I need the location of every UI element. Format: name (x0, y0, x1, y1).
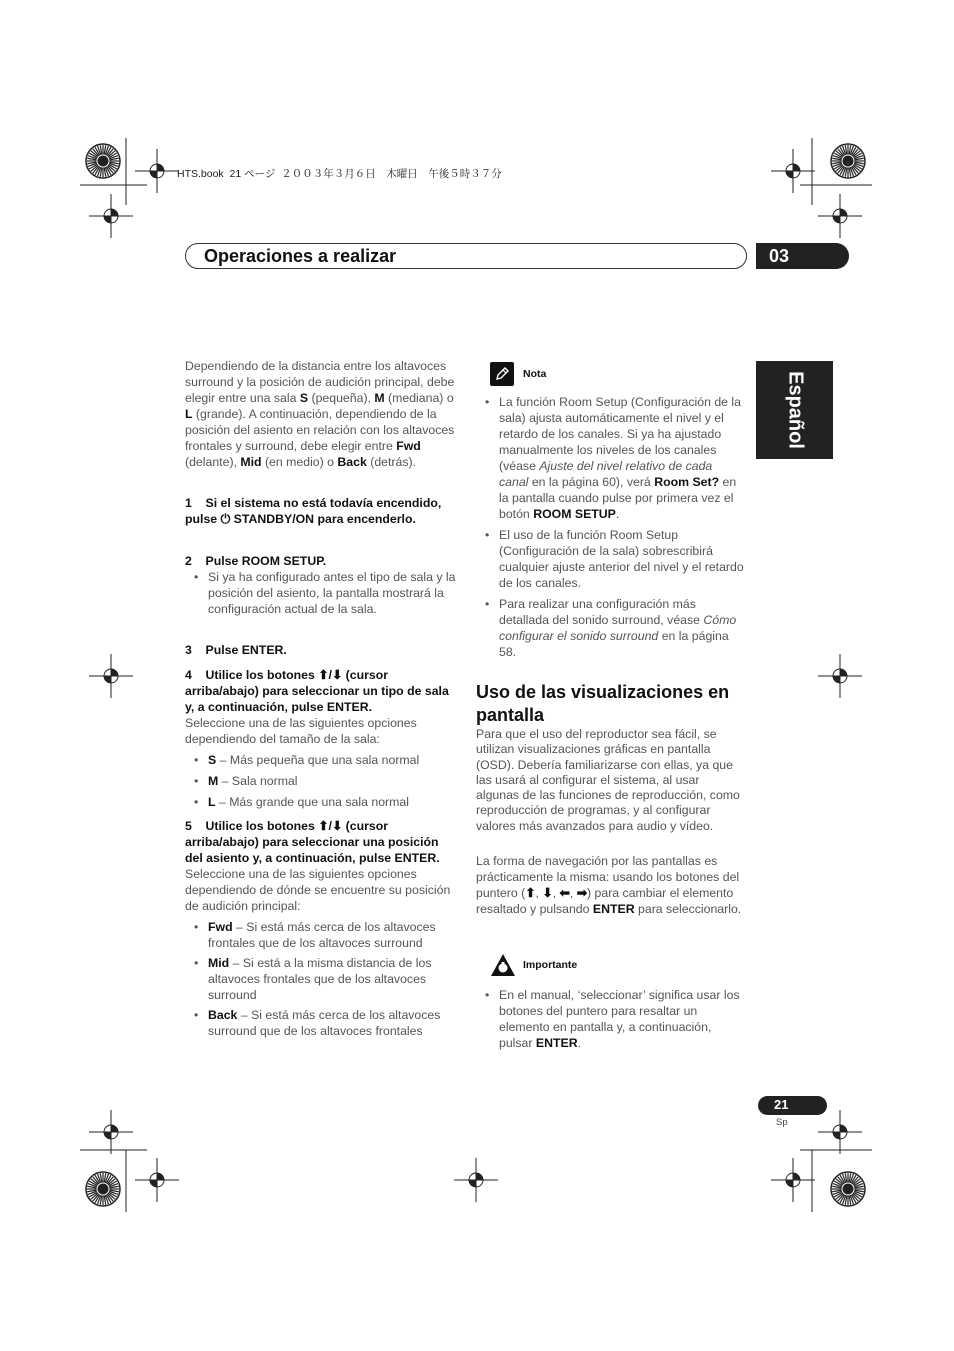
step-5-text: Seleccione una de las siguientes opciones dependiendo de dónde se encuentre su posición de audición principal: (185, 867, 451, 913)
registration-crosshair-icon (771, 149, 815, 198)
step-4: 4 Utilice los botones ⬆/⬇ (cursor arriba/abajo) para seleccionar un tipo de sala y, a continuación, pulse ENTER. (185, 668, 453, 714)
note-block-header (490, 362, 690, 386)
language-label: Español (784, 371, 806, 449)
page-number: 21 (774, 1097, 789, 1112)
note-label: Nota (523, 368, 547, 380)
print-header: HTS.book 21 ページ ２００３年３月６日 木曜日 午後５時３７分 (177, 168, 502, 180)
section-header (185, 243, 747, 269)
room-option: • M – Sala normal (185, 773, 457, 789)
osd-heading: Uso de las visualizaciones en pantalla (476, 682, 730, 725)
osd-paragraph-2: La forma de navegación por las pantallas es prácticamente la misma: usando los botones del puntero (⬆, ⬇, ⬅, ➡) para cambiar el elemento resaltado y pulsando ENTER para seleccionarlo. (476, 854, 742, 916)
section-title: Operaciones a realizar (204, 246, 397, 266)
note-bullets (476, 394, 744, 665)
step-5: 5 Utilice los botones ⬆/⬇ (cursor arriba/abajo) para seleccionar una posición del asiento y, a continuación, pulse ENTER. (185, 819, 442, 865)
step-2: 2 Pulse ROOM SETUP. (185, 554, 327, 568)
bullet-item: • La función Room Setup (Configuración de la sala) ajusta automáticamente el nivel y el retardo de los canales. Si ya ha ajustado manualmente los niveles de los canales (véase Ajuste del nivel relativo de cada canal en la página 60), verá Room Set? en la pantalla cuando pulse por primera vez el botón ROOM SETUP. (476, 394, 744, 522)
registration-crosshair-icon (89, 1110, 133, 1159)
seat-option: • Mid – Si está a la misma distancia de los altavoces frontales que de los altavoces surround (185, 955, 457, 1003)
registration-crosshair-icon (454, 1158, 498, 1207)
intro-paragraph: Dependiendo de la distancia entre los altavoces surround y la posición de audición principal, debe elegir entre una sala S (pequeña), M (mediana) o L (grande). A continuación, dependiendo de la posición del asiento en relación con los altavoces frontales y surround, debe elegir entre Fwd (delante), Mid (en medio) o Back (detrás). (185, 359, 455, 469)
seat-options-list (185, 919, 457, 1039)
registration-crosshair-icon (135, 1158, 179, 1207)
lang-code: Sp (776, 1117, 788, 1128)
bullet-item: • Para realizar una configuración más detallada del sonido surround, véase Cómo configurar el sonido surround en la página 58. (476, 596, 744, 660)
important-label: Importante (523, 959, 578, 971)
room-option: • S – Más pequeña que una sala normal (185, 752, 457, 768)
bullet-item: • El uso de la función Room Setup (Configuración de la sala) sobrescribirá cualquier ajuste anterior del nivel y el retardo de los canales. (476, 527, 744, 591)
registration-crosshair-icon (771, 1158, 815, 1207)
room-option: • L – Más grande que una sala normal (185, 794, 457, 810)
step-2-bullet: • Si ya ha configurado antes el tipo de sala y la posición del asiento, la pantalla mostrará la configuración actual de la sala. (185, 569, 480, 617)
step-3: 3 Pulse ENTER. (185, 643, 287, 657)
step-1: 1 Si el sistema no está todavía encendido, pulse ⏻ STANDBY/ON para encenderlo. (185, 496, 445, 526)
registration-crosshair-icon (818, 654, 862, 703)
osd-paragraph-1: Para que el uso del reproductor sea fácil, se utilizan visualizaciones gráficas en pantalla (OSD). Debería familiarizarse con ellas, ya que las usará al configurar el sistema, al usar algunas de las funciones de reproducción, como reproducción de programas, y al configurar valores más avanzados para audio y vídeo. (476, 727, 740, 833)
registration-crosshair-icon (818, 1110, 862, 1159)
important-block-header (490, 953, 690, 979)
important-bullets (476, 987, 744, 1051)
step-4-text: Seleccione una de las siguientes opciones dependiendo del tamaño de la sala: (185, 716, 417, 746)
chapter-number: 03 (769, 246, 790, 266)
page-number-badge (758, 1096, 827, 1115)
registration-crosshair-icon (89, 654, 133, 703)
registration-crosshair-icon (89, 194, 133, 243)
registration-crosshair-icon (818, 194, 862, 243)
language-tab (756, 361, 833, 459)
registration-crosshair-icon (135, 149, 179, 198)
bullet-item: • En el manual, ‘seleccionar’ significa usar los botones del puntero para resaltar un elemento en pantalla y, a continuación, pulsar ENTER. (476, 987, 744, 1051)
pencil-icon (490, 362, 514, 386)
warning-hand-icon (490, 953, 516, 982)
room-options-list (185, 752, 457, 810)
seat-option: • Back – Si está más cerca de los altavoces surround que de los altavoces frontales (185, 1007, 457, 1039)
chapter-badge (756, 243, 849, 269)
seat-option: • Fwd – Si está más cerca de los altavoces frontales que de los altavoces surround (185, 919, 457, 951)
